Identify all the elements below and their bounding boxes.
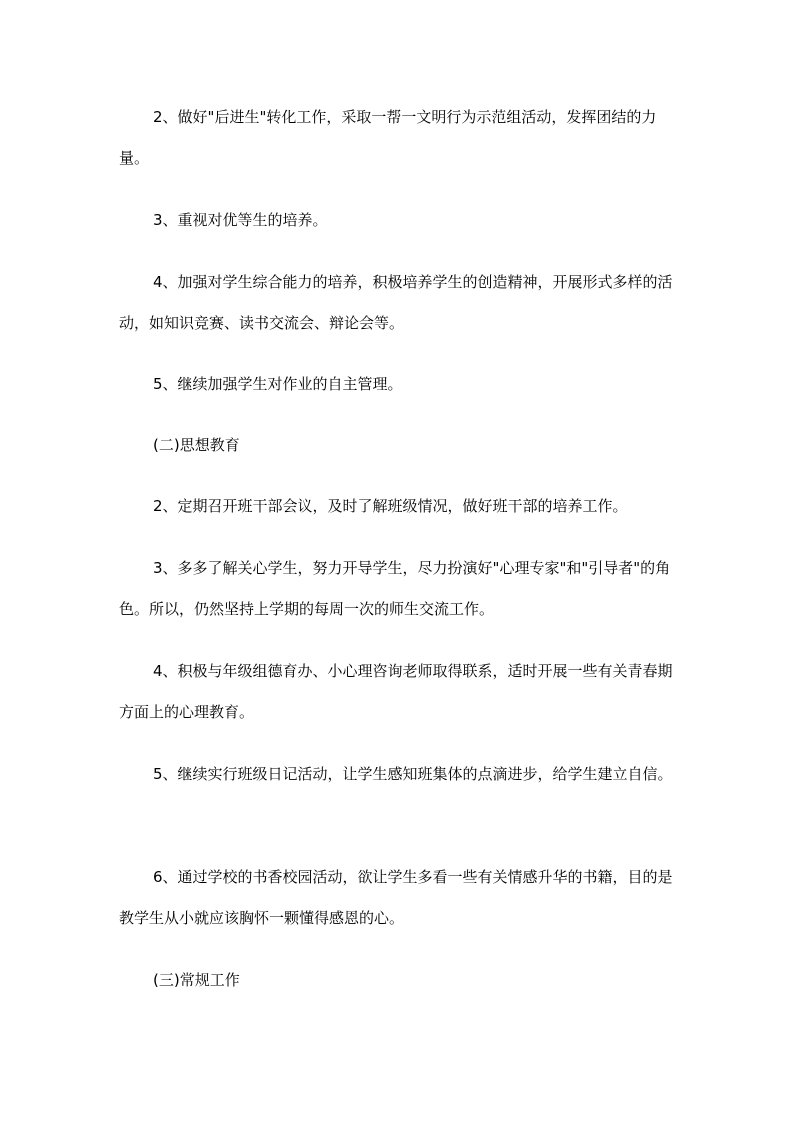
- paragraph-6: 3、多多了解关心学生，努力开导学生，尽力扮演好"心理专家"和"引导者"的角色。所以，仍然坚持上学期的每周一次的师生交流工作。: [119, 559, 671, 618]
- paragraph-5: 2、定期召开班干部会议，及时了解班级情况，做好班干部的培养工作。: [153, 497, 628, 515]
- paragraph-1: 2、做好"后进生"转化工作，采取一帮一文明行为示范组活动，发挥团结的力量。: [119, 108, 657, 167]
- paragraph-9: 6、通过学校的书香校园活动，欲让学生多看一些有关情感升华的书籍，目的是教学生从小就应该胸怀一颗懂得感恩的心。: [119, 868, 673, 927]
- paragraph-3: 4、加强对学生综合能力的培养，积极培养学生的创造精神，开展形式多样的活动，如知识竞赛、读书交流会、辩论会等。: [119, 273, 673, 332]
- paragraph-7: 4、积极与年级组德育办、小心理咨询老师取得联系，适时开展一些有关青春期方面上的心理教育。: [119, 662, 673, 721]
- paragraph-8: 5、继续实行班级日记活动，让学生感知班集体的点滴进步，给学生建立自信。: [153, 765, 673, 783]
- paragraph-4: 5、继续加强学生对作业的自主管理。: [153, 375, 403, 393]
- section-heading-ideological-education: (二)思想教育: [153, 436, 240, 454]
- section-heading-routine-work: (三)常规工作: [153, 971, 240, 989]
- paragraph-2: 3、重视对优等生的培养。: [153, 211, 328, 229]
